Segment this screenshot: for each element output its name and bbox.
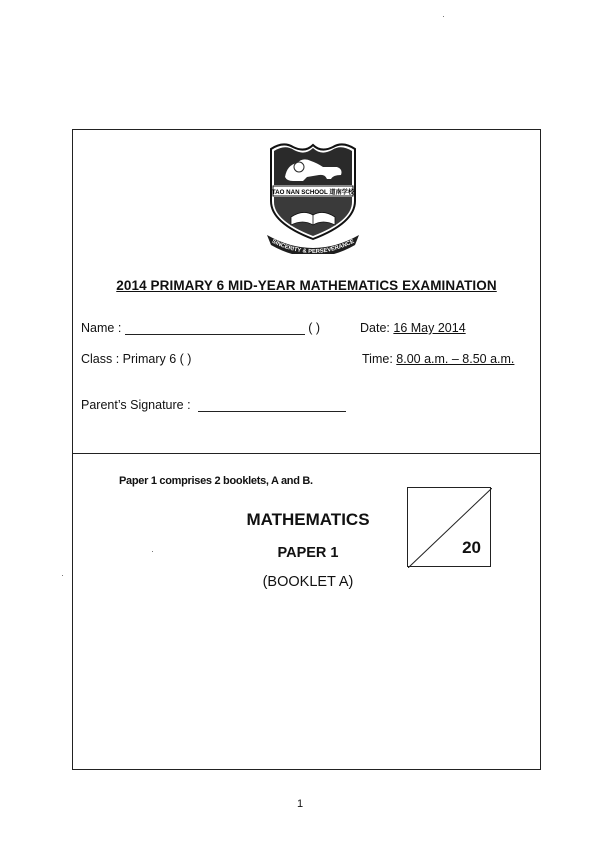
crest-motto: SINCERITY & PERSEVERANCE <box>270 238 356 254</box>
score-total: 20 <box>462 538 481 557</box>
name-row <box>81 321 320 335</box>
subject-title: MATHEMATICS <box>246 510 370 529</box>
scan-speck <box>443 16 444 17</box>
time-row <box>362 352 514 366</box>
class-label: Class : Primary 6 ( ) <box>81 352 192 366</box>
name-index-paren: ( ) <box>308 321 321 335</box>
exam-title: 2014 PRIMARY 6 MID-YEAR MATHEMATICS EXAMINATION <box>116 278 497 293</box>
booklet-info: Paper 1 comprises 2 booklets, A and B. <box>119 475 313 487</box>
name-label: Name : <box>81 321 122 335</box>
score-box <box>407 487 491 567</box>
time-value: 8.00 a.m. – 8.50 a.m. <box>396 352 515 366</box>
date-value: 16 May 2014 <box>393 321 466 335</box>
page-number: 1 <box>296 798 304 810</box>
section-divider <box>73 453 540 454</box>
booklet-label: (BOOKLET A) <box>262 574 354 590</box>
date-row <box>360 321 466 335</box>
school-crest-logo <box>263 139 363 254</box>
crest-banner-text: TAO NAN SCHOOL 道南学校 <box>271 189 355 196</box>
name-blank[interactable] <box>125 322 305 335</box>
signature-blank[interactable] <box>198 399 346 412</box>
date-label: Date: <box>360 321 390 335</box>
scan-speck <box>62 575 63 576</box>
signature-label: Parent’s Signature : <box>81 398 191 412</box>
time-label: Time: <box>362 352 393 366</box>
signature-row <box>81 398 346 412</box>
scan-speck <box>152 551 153 552</box>
cover-frame <box>72 129 541 770</box>
paper-label: PAPER 1 <box>277 545 339 561</box>
